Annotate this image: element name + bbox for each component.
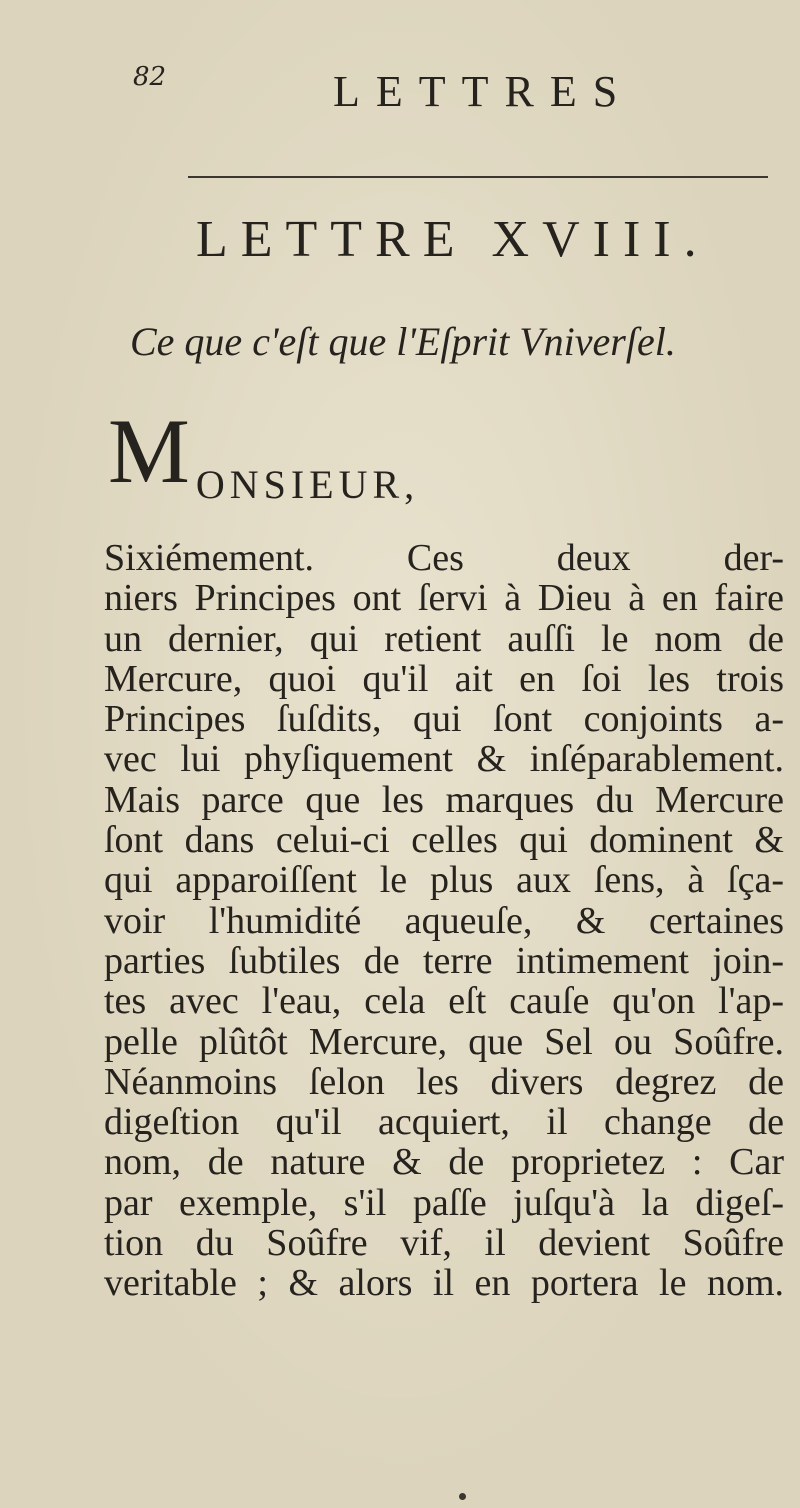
letter-subtitle: Ce que c'eſt que l'Eſprit Vniverſel. (130, 319, 676, 364)
running-head: LETTRES (333, 67, 634, 116)
body-line: Sixiémement. Ces deux der- (104, 537, 784, 579)
body-line: voir l'humidité aqueuſe, & certaines (104, 899, 784, 942)
body-line: Principes ſuſdits, qui ſont conjoints a- (104, 698, 784, 741)
ink-dot (459, 1493, 466, 1500)
body-text (104, 538, 784, 1304)
body-line: digeſtion qu'il acquiert, il change de (104, 1101, 784, 1144)
body-line: un dernier, qui retient auſſi le nom de (104, 617, 784, 660)
body-line: vec lui phyſiquement & inſéparablement. (104, 738, 784, 781)
page-number: 82 (133, 62, 167, 92)
body-line: ſont dans celui-ci celles qui dominent & (104, 819, 784, 862)
body-line: nom, de nature & de proprietez : Car (104, 1141, 784, 1184)
letter-title (196, 210, 710, 269)
salutation-rest: ONSIEUR, (195, 462, 420, 507)
body-line: Mercure, quoi qu'il ait en ſoi les trois (104, 657, 784, 700)
body-line: qui apparoiſſent le plus aux ſens, à ſça- (104, 859, 784, 902)
body-line: niers Principes ont ſervi à Dieu à en faire (104, 577, 784, 620)
body-line: tes avec l'eau, cela eſt cauſe qu'on l'ap- (104, 980, 784, 1023)
drop-cap: M (108, 400, 190, 502)
header-rule (188, 176, 768, 178)
letter-number: XVIII. (491, 211, 710, 268)
body-line: parties ſubtiles de terre intimement join- (104, 939, 784, 982)
letter-title-word: LETTRE (196, 211, 468, 268)
body-line: veritable ; & alors il en portera le nom. (104, 1262, 784, 1305)
body-line: par exemple, s'il paſſe juſqu'à la digeſ- (104, 1181, 784, 1224)
body-line: tion du Soûfre vif, il devient Soûfre (104, 1222, 784, 1265)
body-line: pelle plûtôt Mercure, que Sel ou Soûfre. (104, 1020, 784, 1063)
salutation (108, 400, 420, 507)
body-line: Mais parce que les marques du Mercure (104, 778, 784, 821)
body-line: Néanmoins ſelon les divers degrez de (104, 1060, 784, 1103)
